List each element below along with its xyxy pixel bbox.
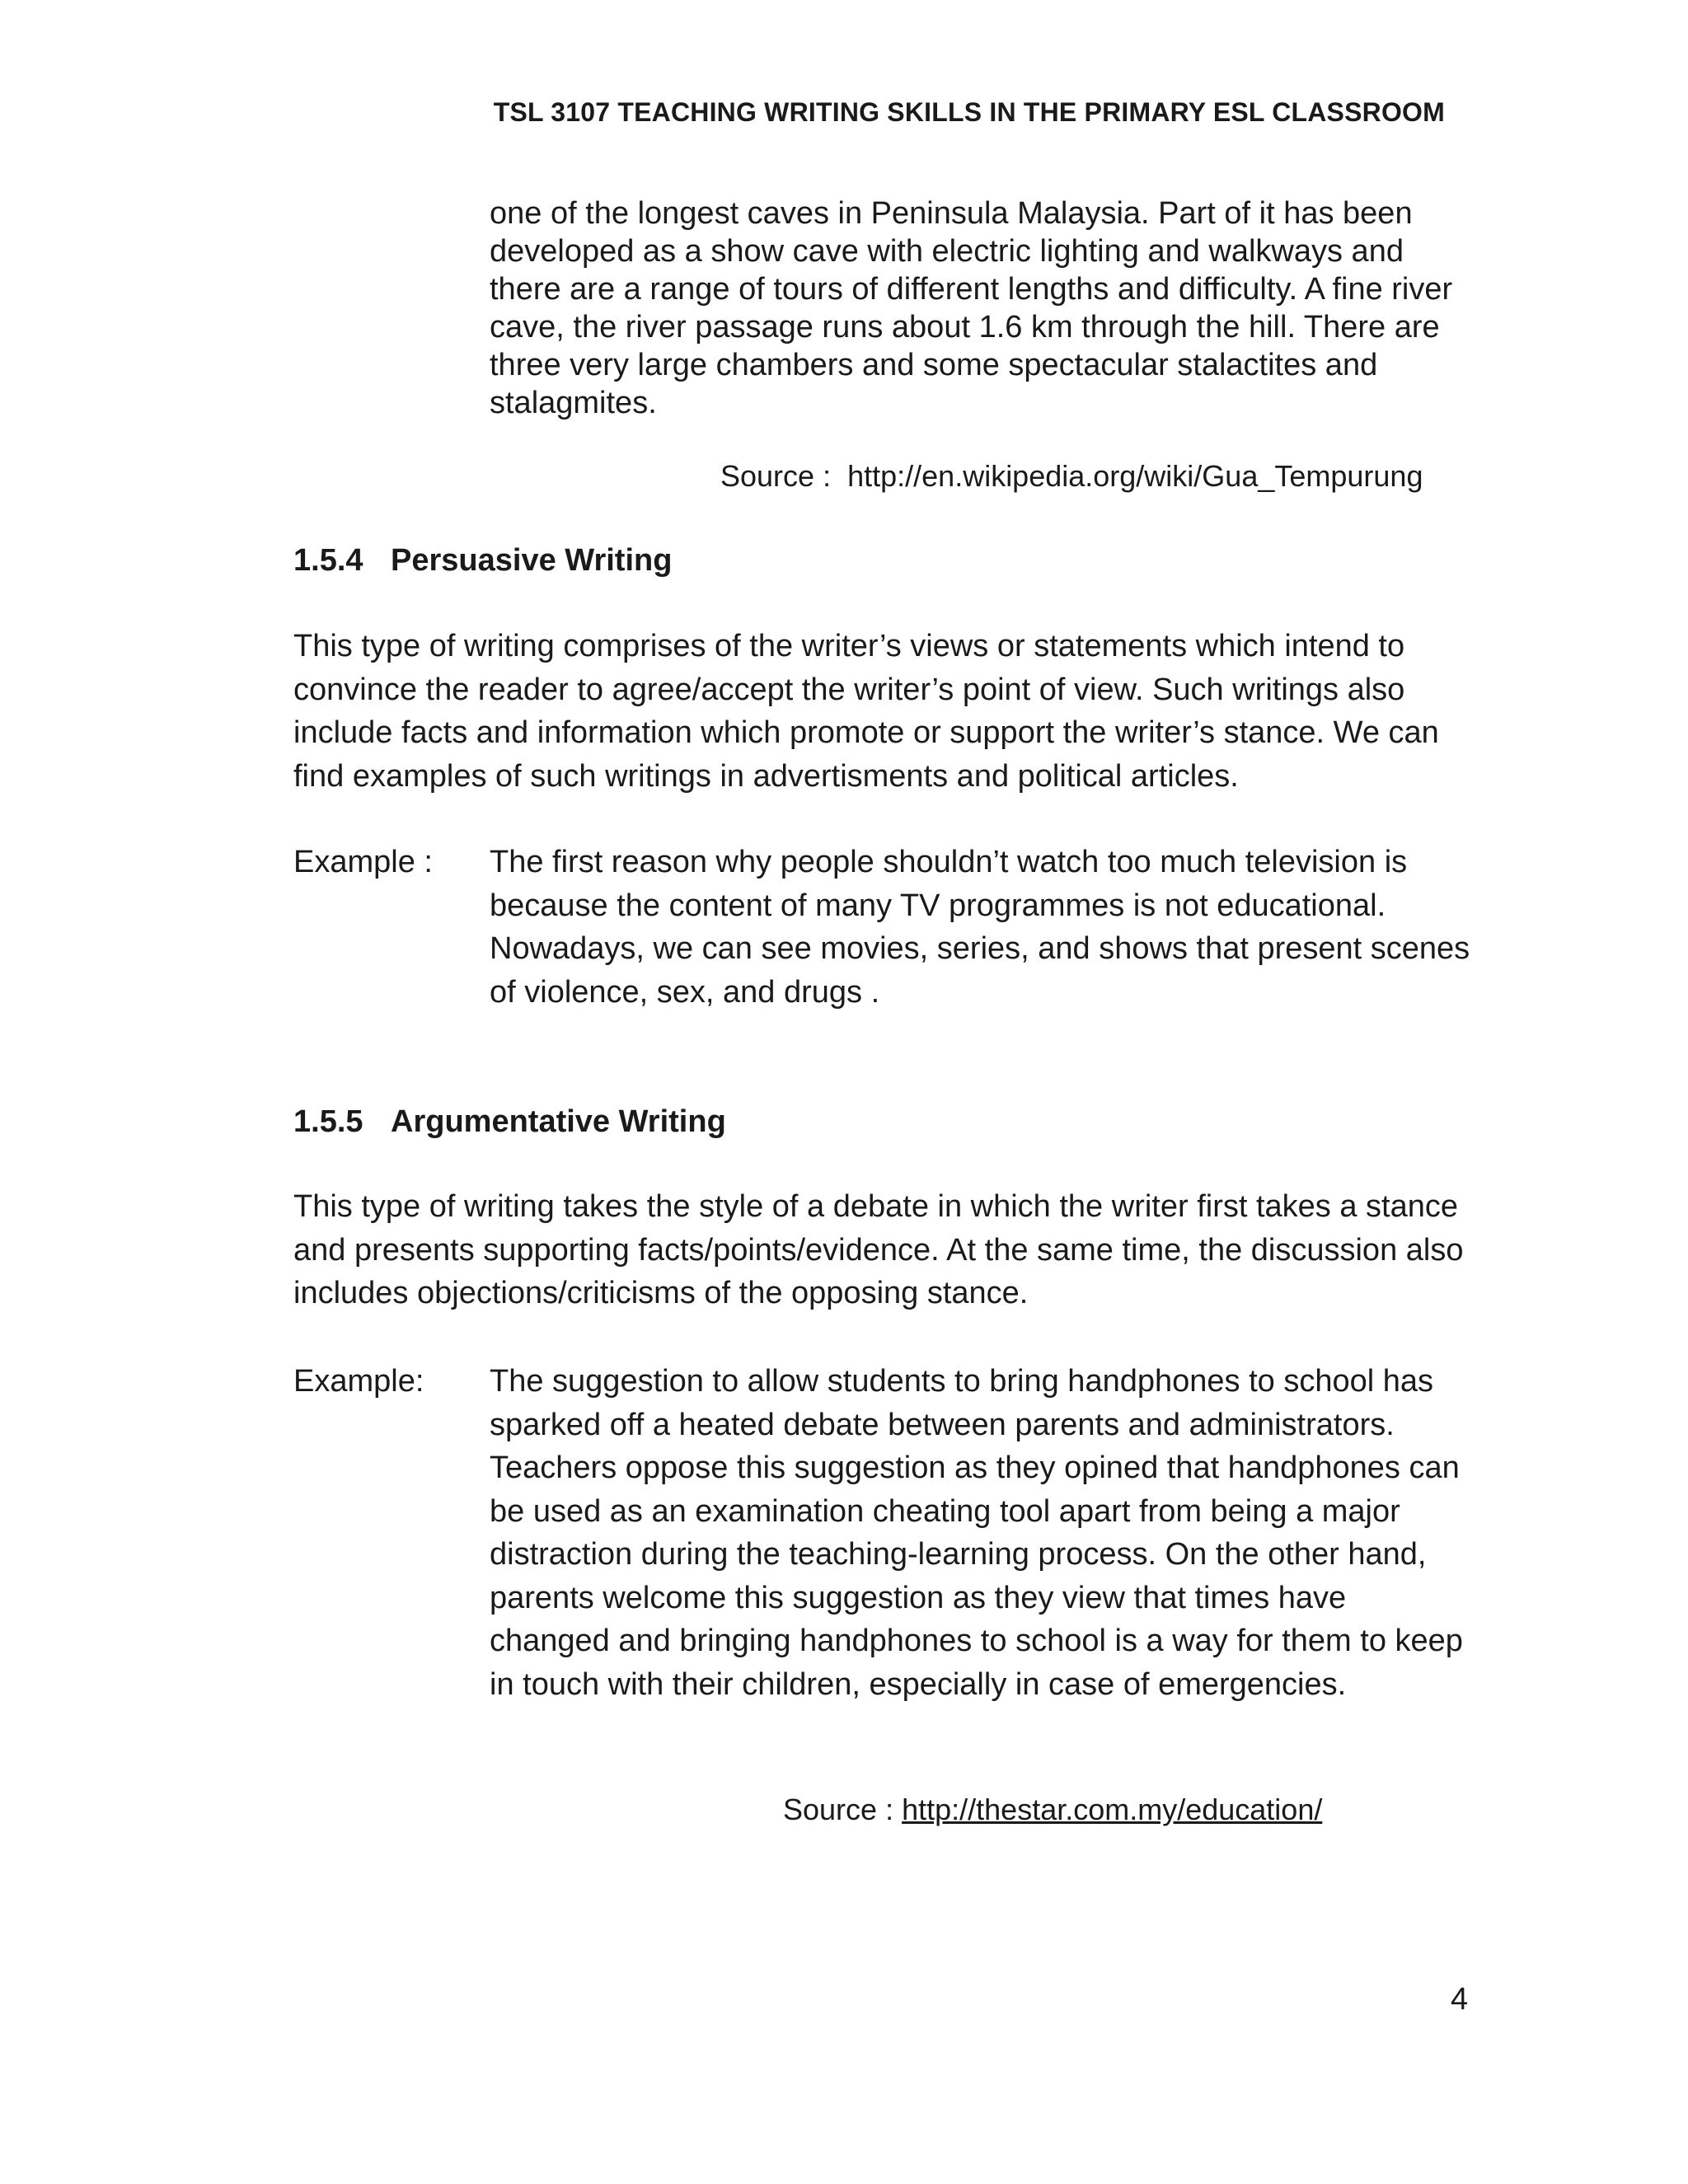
source-label: Source : bbox=[783, 1793, 894, 1826]
source-url: http://en.wikipedia.org/wiki/Gua_Tempurung bbox=[847, 459, 1423, 493]
source-citation-thestar bbox=[783, 1792, 1322, 1828]
page-number: 4 bbox=[1451, 1982, 1469, 2017]
section-title: Argumentative Writing bbox=[391, 1104, 726, 1139]
section-title: Persuasive Writing bbox=[391, 543, 673, 578]
argumentative-example-text: The suggestion to allow students to bring handphones to school has sparked off a heated debate between parents and administrators. Teachers oppose this suggestion as they opined that handphones can be used as an examination cheating tool apart from being a major distraction during the teaching-learning process. On the other hand, parents welcome this suggestion as they view that times have changed and bringing handphones to school is a way for them to keep in touch with their children, especially in case of emergencies. bbox=[490, 1364, 1463, 1702]
section-heading-argumentative bbox=[293, 1103, 726, 1141]
source-label: Source : bbox=[720, 459, 832, 493]
persuasive-example-text: The first reason why people shouldn’t watch too much television is because the content of many TV programmes is not educational. Nowadays, we can see movies, series, and shows that present scenes of violence, sex, and drugs . bbox=[490, 845, 1470, 1010]
running-header: TSL 3107 TEACHING WRITING SKILLS IN THE PRIMARY ESL CLASSROOM bbox=[493, 97, 1445, 127]
cave-excerpt-text: one of the longest caves in Peninsula Malaysia. Part of it has been developed as a show cave with electric lighting and walkways and there are a range of tours of different lengths and difficulty. A fine river cave, the river passage runs about 1.6 km through the hill. There are three very large chambers and some spectacular stalactites and stalagmites. bbox=[490, 196, 1453, 420]
persuasive-example-label: Example : bbox=[293, 845, 433, 879]
source-citation-wikipedia bbox=[720, 458, 1423, 494]
section-number: 1.5.5 bbox=[293, 1104, 363, 1139]
section-number: 1.5.4 bbox=[293, 543, 363, 578]
argumentative-body-paragraph: This type of writing takes the style of a debate in which the writer first takes a stance and presents supporting facts/points/evidence. At the same time, the discussion also includes objections/criticisms of the opposing stance. bbox=[293, 1189, 1464, 1310]
source-link[interactable]: http://thestar.com.my/education/ bbox=[902, 1793, 1323, 1826]
persuasive-body-paragraph: This type of writing comprises of the writer’s views or statements which intend to convince the reader to agree/accept the writer’s point of view. Such writings also include facts and information which promote or support the writer’s stance. We can find examples of such writings in advertisments and political articles. bbox=[293, 629, 1439, 794]
argumentative-example-label: Example: bbox=[293, 1364, 424, 1399]
section-heading-persuasive bbox=[293, 541, 672, 579]
